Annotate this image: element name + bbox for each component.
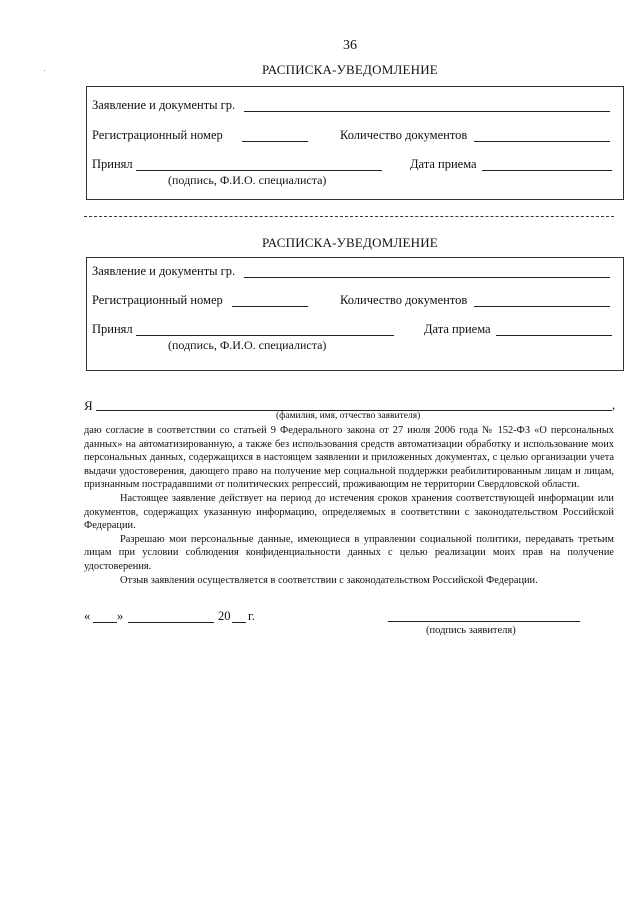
date-year-suffix: г.: [248, 609, 255, 623]
applicant-signature-hint: (подпись заявителя): [426, 625, 516, 636]
receipt-top-reg-number-label: Регистрационный номер: [92, 128, 223, 142]
consent-paragraph-2: Настоящее заявление действует на период до истечения сроков хранения соответствующей информации или документов, содержащих указанную информацию, определяемых в соответствии с законодательством Российской Федерации.: [84, 492, 614, 532]
date-close-quote: »: [117, 609, 124, 623]
receipt-bottom-accepted-field[interactable]: [136, 335, 394, 336]
cut-line: [84, 216, 614, 217]
receipt-bottom-accepted-label: Принял: [92, 322, 133, 336]
receipt-bottom-statement-label: Заявление и документы гр.: [92, 264, 236, 278]
receipt-top-title: РАСПИСКА-УВЕДОМЛЕНИЕ: [262, 62, 438, 77]
receipt-bottom-date-field[interactable]: [496, 335, 612, 336]
receipt-top-doc-count-field[interactable]: [474, 141, 610, 142]
consent-paragraph-1: даю согласие в соответствии со статьей 9 Федерального закона от 27 июля 2006 года № 152-ФЗ «О персональных данных» на автоматизированную, а также без использования средств автоматизации обработку и использование моих персональных данных, содержащихся в настоящем заявлении и приложенных документах, с целью организации учета выдачи удостоверения, дающего право на получение мер социальной поддержки реабилитированным лицам и лицам, признанным пострадавшими от политических репрессий, проживающим не территории Свердловской области.: [84, 425, 614, 491]
receipt-top-reg-number-field[interactable]: [242, 141, 308, 142]
date-year-field[interactable]: [232, 622, 246, 623]
date-year-prefix: 20: [218, 609, 231, 623]
date-month-field[interactable]: [128, 622, 214, 623]
receipt-bottom-title: РАСПИСКА-УВЕДОМЛЕНИЕ: [262, 235, 438, 250]
receipt-bottom-reg-number-field[interactable]: [232, 306, 308, 307]
receipt-top-statement-field[interactable]: [244, 111, 610, 112]
receipt-top-statement-label: Заявление и документы гр.: [92, 98, 236, 112]
receipt-top-accepted-field[interactable]: [136, 170, 382, 171]
applicant-name-hint: (фамилия, имя, отчество заявителя): [276, 411, 421, 421]
consent-comma: ,: [612, 398, 616, 412]
receipt-top-signature-hint: (подпись, Ф.И.О. специалиста): [168, 173, 327, 187]
receipt-bottom-date-label: Дата приема: [424, 322, 491, 336]
receipt-top-date-field[interactable]: [482, 170, 612, 171]
consent-paragraph-4: Отзыв заявления осуществляется в соответствии с законодательством Российской Федерации.: [120, 574, 538, 586]
receipt-bottom-statement-field[interactable]: [244, 277, 610, 278]
consent-i-label: Я: [84, 398, 93, 413]
consent-text: [84, 424, 614, 587]
consent-paragraph-3: Разрешаю мои персональные данные, имеющиеся в управлении социальной политики, передавать третьим лицам при условии соблюдения конфиденциальности данных с целью реализации моих прав на получение удостоверения.: [84, 533, 614, 572]
date-day-field[interactable]: [93, 622, 117, 623]
receipt-bottom-reg-number-label: Регистрационный номер: [92, 293, 223, 307]
receipt-bottom-doc-count-field[interactable]: [474, 306, 610, 307]
receipt-top-date-label: Дата приема: [410, 157, 477, 171]
applicant-signature-field[interactable]: [388, 621, 580, 622]
receipt-bottom-doc-count-label: Количество документов: [340, 293, 468, 307]
receipt-bottom-signature-hint: (подпись, Ф.И.О. специалиста): [168, 338, 327, 352]
receipt-top-accepted-label: Принял: [92, 157, 133, 171]
page-number: 36: [343, 38, 357, 53]
receipt-top-doc-count-label: Количество документов: [340, 128, 468, 142]
date-open-quote: «: [84, 609, 91, 623]
